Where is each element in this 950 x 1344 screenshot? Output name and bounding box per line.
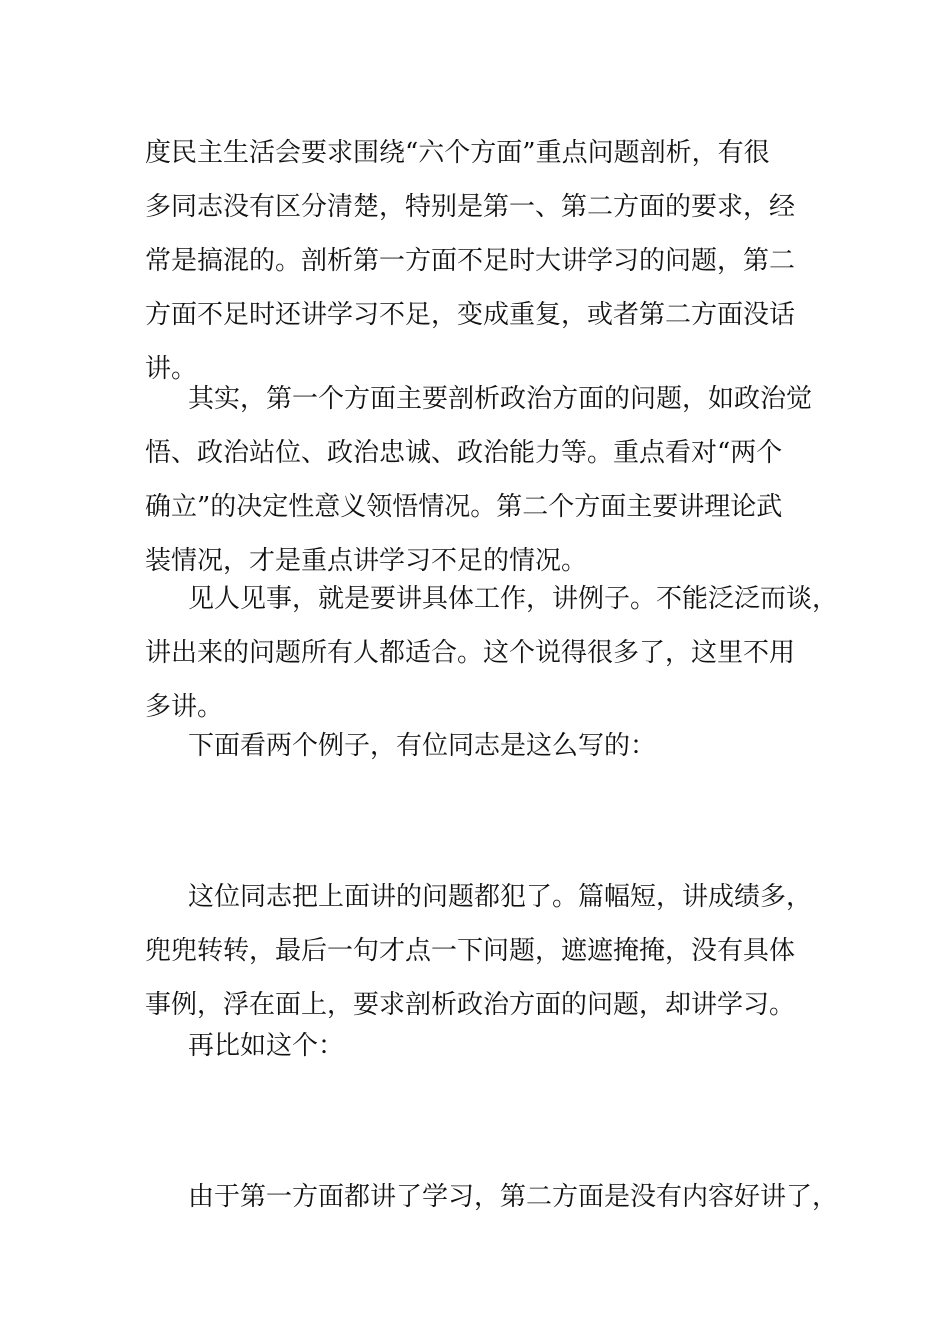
paragraph-second-example-intro xyxy=(145,1019,825,1073)
text-line: 多讲。 xyxy=(145,692,224,722)
paragraph-specifics xyxy=(145,572,839,734)
paragraph-political-aspect xyxy=(145,372,825,588)
text-line: 见人见事，就是要讲具体工作，讲例子。不能泛泛而谈， xyxy=(188,584,839,614)
text-line: 装情况，才是重点讲学习不足的情况。 xyxy=(145,546,588,576)
text-line: 悟、政治站位、政治忠诚、政治能力等。重点看对“两个 xyxy=(145,438,783,468)
text-line: 讲出来的问题所有人都适合。这个说得很多了，这里不用 xyxy=(145,638,796,668)
paragraph-final xyxy=(145,1170,839,1224)
text-line: 下面看两个例子，有位同志是这么写的： xyxy=(188,731,657,761)
text-line: 度民主生活会要求围绕“六个方面”重点问题剖析，有很 xyxy=(145,138,770,168)
text-line: 事例，浮在面上，要求剖析政治方面的问题，却讲学习。 xyxy=(145,990,796,1020)
paragraph-example-intro xyxy=(145,719,825,773)
text-line: 这位同志把上面讲的问题都犯了。篇幅短，讲成绩多， xyxy=(188,882,813,912)
text-line: 常是搞混的。剖析第一方面不足时大讲学习的问题，第二 xyxy=(145,246,796,276)
text-line: 由于第一方面都讲了学习，第二方面是没有内容好讲了， xyxy=(188,1182,839,1212)
text-line: 再比如这个： xyxy=(188,1031,345,1061)
text-line: 讲。 xyxy=(145,354,198,384)
text-line: 确立”的决定性意义领悟情况。第二个方面主要讲理论武 xyxy=(145,492,783,522)
text-line: 多同志没有区分清楚，特别是第一、第二方面的要求，经 xyxy=(145,192,796,222)
paragraph-critique xyxy=(145,870,825,1032)
text-line: 兜兜转转，最后一句才点一下问题，遮遮掩掩，没有具体 xyxy=(145,936,796,966)
paragraph-continuation xyxy=(145,126,825,396)
text-line: 其实，第一个方面主要剖析政治方面的问题，如政治觉 xyxy=(188,384,813,414)
text-line: 方面不足时还讲学习不足，变成重复，或者第二方面没话 xyxy=(145,300,796,330)
